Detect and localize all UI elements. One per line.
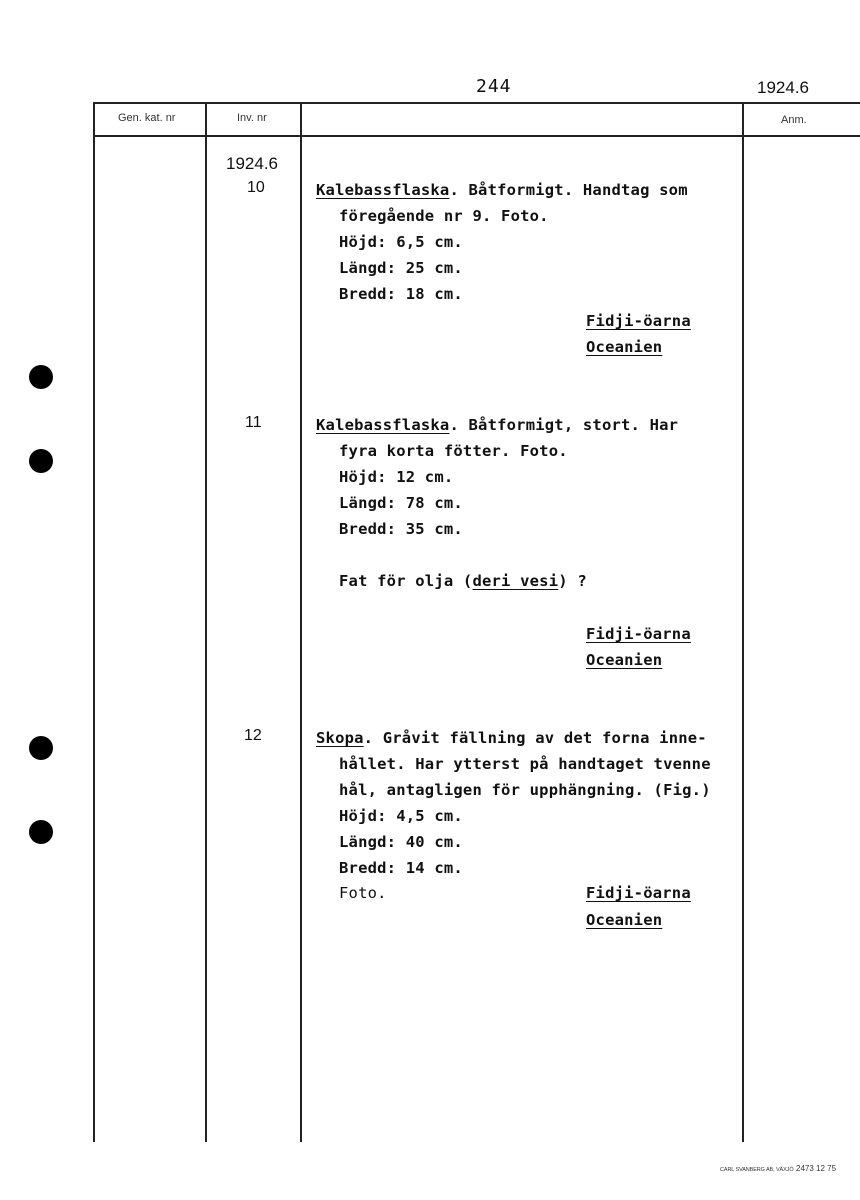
description-line: fyra korta fötter. Foto. <box>339 442 568 460</box>
catalog-number-header: 1924.6 <box>757 78 809 97</box>
note-text: Fat för olja ( <box>339 572 473 590</box>
binder-hole <box>29 736 53 760</box>
width-measure: Bredd: 35 cm. <box>339 520 463 538</box>
entry-description <box>316 181 688 199</box>
width-measure: Bredd: 18 cm. <box>339 285 463 303</box>
printer-imprint <box>720 1163 836 1173</box>
place-region: Oceanien <box>586 338 663 356</box>
height-measure: Höjd: 12 cm. <box>339 468 454 486</box>
description-text: . Båtformigt, stort. Har <box>449 416 679 434</box>
native-name: deri vesi <box>472 572 559 590</box>
description-line: hål, antagligen för upphängning. (Fig.) <box>339 781 711 799</box>
entry-description <box>316 729 707 747</box>
place-region: Oceanien <box>586 911 663 929</box>
item-name: Skopa <box>316 729 364 747</box>
width-measure: Bredd: 14 cm. <box>339 859 463 877</box>
binder-hole <box>29 449 53 473</box>
inv-number: 11 <box>245 414 262 431</box>
place-island: Fidji-öarna <box>586 884 691 902</box>
item-name: Kalebassflaska <box>316 181 450 199</box>
column-divider-3 <box>742 102 744 1142</box>
height-measure: Höjd: 4,5 cm. <box>339 807 463 825</box>
inv-number: 10 <box>247 179 265 196</box>
header-bottom-rule <box>93 135 860 137</box>
note-text: ) ? <box>558 572 587 590</box>
entry-description <box>316 416 678 434</box>
place-island: Fidji-öarna <box>586 625 691 643</box>
usage-note <box>339 572 587 590</box>
column-divider-2 <box>300 102 302 1142</box>
header-top-rule <box>93 102 860 104</box>
length-measure: Längd: 40 cm. <box>339 833 463 851</box>
page-number: 244 <box>476 76 512 97</box>
item-name: Kalebassflaska <box>316 416 450 434</box>
place-region: Oceanien <box>586 651 663 669</box>
height-measure: Höjd: 6,5 cm. <box>339 233 463 251</box>
column-header-inv-nr: Inv. nr <box>237 112 267 124</box>
group-number: 1924.6 <box>226 154 278 173</box>
printer-name: CARL SVANBERG AB, VÄXJÖ <box>720 1167 794 1173</box>
binder-hole <box>29 365 53 389</box>
length-measure: Längd: 78 cm. <box>339 494 463 512</box>
form-code: 2473 12 75 <box>796 1164 837 1173</box>
description-line: hållet. Har ytterst på handtaget tvenne <box>339 755 711 773</box>
binder-hole <box>29 820 53 844</box>
column-divider-left <box>93 102 95 1142</box>
place-island: Fidji-öarna <box>586 312 691 330</box>
description-line: föregående nr 9. Foto. <box>339 207 549 225</box>
inv-number: 12 <box>244 727 262 744</box>
description-text: . Gråvit fällning av det forna inne- <box>363 729 707 747</box>
column-header-gen-kat-nr: Gen. kat. nr <box>118 112 176 124</box>
description-text: . Båtformigt. Handtag som <box>449 181 688 199</box>
photo-note: Foto. <box>339 884 387 902</box>
column-header-anm: Anm. <box>781 114 807 126</box>
column-divider-1 <box>205 102 207 1142</box>
length-measure: Längd: 25 cm. <box>339 259 463 277</box>
